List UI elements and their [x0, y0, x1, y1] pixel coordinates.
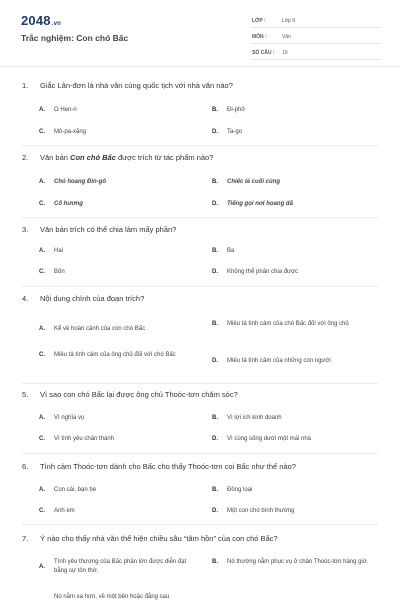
question-text: [22, 390, 238, 399]
option-text: Nó nằm xa hơn, về một bên hoặc đằng sau: [54, 594, 170, 600]
option-letter: B.: [212, 321, 218, 327]
option-text: Vì cùng sống dưới một mái nhà: [227, 436, 311, 442]
option-letter: C.: [39, 352, 45, 358]
option-b[interactable]: [212, 106, 245, 115]
option-letter: B.: [212, 107, 218, 113]
question-text: [22, 462, 296, 471]
option-letter: A.: [39, 107, 45, 113]
option-text: O Hen-ri: [54, 107, 77, 113]
question-divider: [22, 453, 378, 454]
meta-value: Văn: [282, 33, 291, 40]
option-letter: A.: [39, 179, 45, 185]
site-logo[interactable]: [21, 13, 61, 28]
option-letter: C.: [39, 436, 45, 442]
option-text: Vì nghĩa vụ: [54, 415, 85, 421]
question-body: Nội dung chính của đoạn trích?: [40, 294, 145, 303]
question-body: Giắc Lân-đơn là nhà văn cùng quốc tịch với nhà văn nào?: [40, 81, 233, 90]
option-c[interactable]: [39, 128, 86, 137]
option-a[interactable]: [39, 414, 84, 423]
option-a[interactable]: [39, 486, 96, 495]
question-divider: [22, 145, 378, 146]
option-b[interactable]: [212, 320, 380, 329]
option-text: Ta-go: [227, 129, 243, 135]
option-letter: A.: [39, 487, 45, 493]
option-text: Chiếc lá cuối cùng: [227, 179, 281, 185]
question-divider: [22, 524, 378, 525]
meta-label: MÔN :: [252, 33, 267, 40]
option-letter: D.: [212, 508, 218, 514]
option-text: Mô-pa-xăng: [54, 129, 87, 135]
option-text: Nó thường nằm phục vụ ở chân Thoóc-tơn hàng giờ.: [227, 559, 369, 565]
work-title: Con chó Bấc: [70, 153, 116, 162]
option-letter: A.: [39, 248, 45, 254]
logo-tld: .vn: [51, 21, 62, 27]
option-text: Tiếng gọi nơi hoang dã: [227, 201, 293, 207]
option-letter: D.: [212, 358, 218, 364]
option-text: Miêu tả tình cảm của ông chủ đối với chó Bấc: [54, 352, 176, 358]
quiz-title: Trắc nghiệm: Con chó Bấc: [21, 33, 129, 43]
option-letter: B.: [212, 415, 218, 421]
meta-label: LỚP :: [252, 17, 266, 24]
option-text: Ba: [227, 248, 235, 254]
option-b[interactable]: [212, 414, 282, 423]
option-text: Bốn: [54, 269, 65, 275]
option-text: Kể về hoàn cảnh của con chó Bấc: [54, 326, 146, 332]
question-body: Ý nào cho thấy nhà văn thể hiện chiều sâu “tâm hồn” của con chó Bấc?: [40, 534, 278, 543]
option-c[interactable]: [39, 200, 83, 209]
option-letter: C.: [39, 129, 45, 135]
question-number: 6.: [22, 462, 29, 471]
question-number: 4.: [22, 294, 29, 303]
question-divider: [22, 217, 378, 218]
option-text: Vì tình yêu chân thành: [54, 436, 115, 442]
option-a[interactable]: [39, 178, 106, 187]
option-letter: B.: [212, 487, 218, 493]
meta-value: Lớp 9: [282, 17, 296, 24]
option-d[interactable]: [212, 357, 380, 366]
question-text: [22, 153, 213, 162]
option-letter: B.: [212, 248, 218, 254]
option-b[interactable]: [212, 558, 380, 567]
meta-row-grade: [252, 14, 380, 28]
option-letter: D.: [212, 129, 218, 135]
question-body: Tình cảm Thoóc-tơn dành cho Bấc cho thấy Thoóc-tơn coi Bấc như thế nào?: [40, 462, 296, 471]
option-d[interactable]: [212, 200, 293, 209]
question-number: 3.: [22, 225, 29, 234]
option-text: Một con chó bình thường: [227, 508, 295, 514]
option-text: Vì lợi ích kinh doanh: [227, 415, 282, 421]
option-text: Con cái, bạn bè: [54, 487, 97, 493]
logo-text: 2048: [21, 13, 51, 28]
option-a[interactable]: [39, 325, 199, 334]
option-c[interactable]: [39, 268, 65, 277]
question-text: [22, 294, 144, 303]
option-text: Đi-phô: [227, 107, 245, 113]
quiz-meta: [252, 14, 380, 62]
meta-label: SỐ CÂU :: [252, 49, 275, 56]
option-a[interactable]: [39, 558, 199, 576]
meta-row-subject: [252, 30, 380, 44]
option-b[interactable]: [212, 178, 280, 187]
question-divider: [22, 286, 378, 287]
page-header: [0, 0, 400, 67]
option-letter: D.: [212, 201, 218, 207]
option-text: Không thể phân chia được: [227, 269, 299, 275]
option-text: Miêu tả tình cảm của chó Bấc đối với ông chủ: [227, 321, 349, 327]
meta-row-count: [252, 46, 380, 60]
question-body: Văn bản trích có thể chia làm mấy phần?: [40, 225, 177, 234]
question-text: [22, 225, 176, 234]
question-text: [22, 534, 278, 543]
question-text: [22, 81, 233, 90]
option-letter: D.: [212, 436, 218, 442]
option-d[interactable]: [212, 435, 311, 444]
option-text: Anh em: [54, 508, 75, 514]
option-b[interactable]: [212, 247, 234, 256]
option-text: Hai: [54, 248, 64, 254]
question-number: 7.: [22, 534, 29, 543]
option-b[interactable]: [212, 486, 252, 495]
option-letter: B.: [212, 559, 218, 565]
question-number: 2.: [22, 153, 29, 162]
question-number: 1.: [22, 81, 29, 90]
option-a[interactable]: [39, 106, 77, 115]
option-letter: B.: [212, 179, 218, 185]
option-c-partial[interactable]: [54, 593, 214, 600]
option-text: Chó hoang Đin-gô: [54, 179, 106, 185]
option-letter: C.: [39, 201, 45, 207]
option-text: Miêu tả tình cảm của những con người: [227, 358, 331, 364]
meta-value: 10: [282, 49, 288, 56]
question-number: 5.: [22, 390, 29, 399]
option-letter: A.: [39, 326, 45, 332]
option-c[interactable]: [39, 507, 75, 516]
question-body: Văn bản: [40, 153, 71, 162]
option-text: Đồng loại: [227, 487, 253, 493]
option-text: Tình yêu thương của Bấc phần lớn được diễn đạt bằng sự tôn thờ.: [54, 559, 187, 574]
question-divider: [22, 383, 378, 384]
option-c[interactable]: [39, 351, 204, 360]
question-body-end: được trích từ tác phẩm nào?: [115, 153, 214, 162]
option-letter: A.: [39, 415, 45, 421]
option-a[interactable]: [39, 247, 63, 256]
option-d[interactable]: [212, 268, 298, 277]
option-letter: C.: [39, 269, 45, 275]
option-c[interactable]: [39, 435, 114, 444]
option-text: Cố hương: [54, 201, 83, 207]
option-d[interactable]: [212, 128, 242, 137]
option-letter: C.: [39, 508, 45, 514]
question-body: Vì sao con chó Bấc lại được ông chủ Thoóc-tơn chăm sóc?: [40, 390, 238, 399]
option-letter: A.: [39, 563, 45, 570]
option-d[interactable]: [212, 507, 294, 516]
option-letter: D.: [212, 269, 218, 275]
